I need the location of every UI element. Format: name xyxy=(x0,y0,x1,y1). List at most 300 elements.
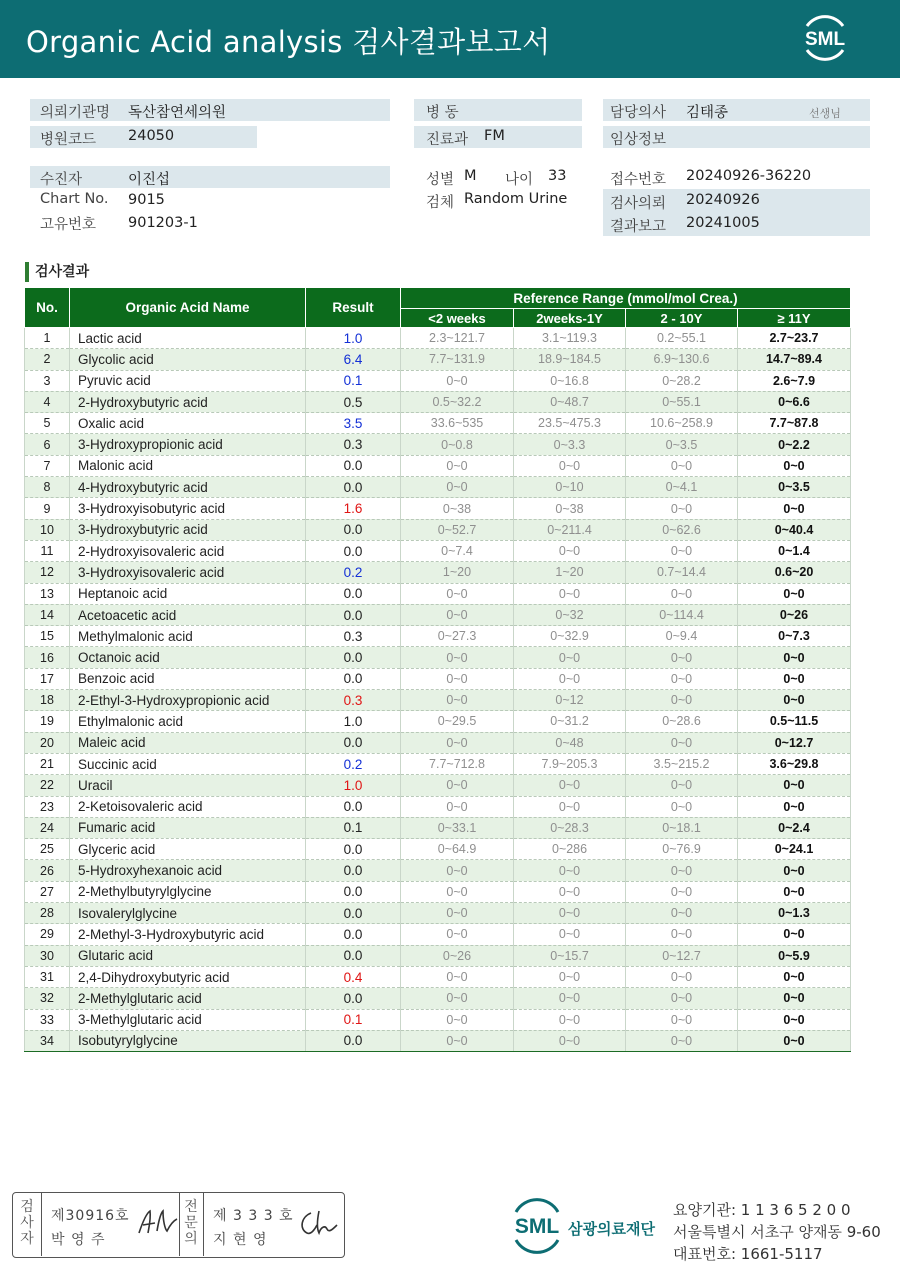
table-row xyxy=(25,924,851,945)
row-ref-2-10y: 0~18.1 xyxy=(626,817,738,838)
results-section-title: 검사결과 xyxy=(25,262,89,282)
row-result: 0.0 xyxy=(306,732,401,753)
row-ref-under-2-weeks: 1~20 xyxy=(401,562,514,583)
row-ref-over-11y: 0~0 xyxy=(738,988,851,1009)
row-ref-under-2-weeks: 0~29.5 xyxy=(401,711,514,732)
row-name: Isovalerylglycine xyxy=(70,903,306,924)
row-ref-over-11y: 0~0 xyxy=(738,498,851,519)
row-ref-2weeks-1y: 0~0 xyxy=(514,924,626,945)
row-no: 20 xyxy=(25,732,70,753)
row-result: 0.0 xyxy=(306,860,401,881)
row-ref-under-2-weeks: 0~0 xyxy=(401,583,514,604)
report-value: 20241005 xyxy=(686,215,760,231)
row-ref-2weeks-1y: 0~16.8 xyxy=(514,370,626,391)
row-ref-over-11y: 0~7.3 xyxy=(738,626,851,647)
table-row xyxy=(25,626,851,647)
row-ref-2-10y: 0~4.1 xyxy=(626,477,738,498)
results-table-body xyxy=(25,328,851,1052)
row-result: 0.0 xyxy=(306,477,401,498)
signature-divider-3 xyxy=(203,1193,204,1256)
table-row xyxy=(25,988,851,1009)
row-no: 21 xyxy=(25,753,70,774)
row-ref-2-10y: 0~0 xyxy=(626,647,738,668)
footer-line-3: 대표번호: 1661-5117 xyxy=(673,1245,823,1263)
table-row xyxy=(25,945,851,966)
row-ref-over-11y: 0~0 xyxy=(738,796,851,817)
row-ref-under-2-weeks: 0~27.3 xyxy=(401,626,514,647)
age-label: 나이 xyxy=(505,172,534,188)
specimen-label: 검체 xyxy=(426,195,455,211)
row-ref-2-10y: 0~55.1 xyxy=(626,391,738,412)
hospital-value: 독산참연세의원 xyxy=(128,105,227,121)
request-value: 20240926 xyxy=(686,192,760,208)
row-ref-over-11y: 0.5~11.5 xyxy=(738,711,851,732)
row-no: 13 xyxy=(25,583,70,604)
row-name: Methylmalonic acid xyxy=(70,626,306,647)
table-row xyxy=(25,328,851,349)
row-result: 0.3 xyxy=(306,434,401,455)
row-no: 3 xyxy=(25,370,70,391)
row-ref-over-11y: 0~24.1 xyxy=(738,839,851,860)
row-ref-over-11y: 0.6~20 xyxy=(738,562,851,583)
row-ref-under-2-weeks: 7.7~712.8 xyxy=(401,753,514,774)
col-header-reference: Reference Range (mmol/mol Crea.) xyxy=(401,288,851,309)
row-ref-over-11y: 0~0 xyxy=(738,647,851,668)
row-result: 0.0 xyxy=(306,924,401,945)
row-ref-over-11y: 0~0 xyxy=(738,455,851,476)
row-ref-under-2-weeks: 2.3~121.7 xyxy=(401,328,514,349)
row-no: 7 xyxy=(25,455,70,476)
row-name: Glutaric acid xyxy=(70,945,306,966)
row-ref-under-2-weeks: 0~0 xyxy=(401,732,514,753)
row-ref-2-10y: 10.6~258.9 xyxy=(626,413,738,434)
row-ref-2-10y: 3.5~215.2 xyxy=(626,753,738,774)
specialist-label: 전 문 의 xyxy=(184,1199,198,1247)
row-ref-2weeks-1y: 0~48.7 xyxy=(514,391,626,412)
row-ref-under-2-weeks: 7.7~131.9 xyxy=(401,349,514,370)
row-name: 2-Ketoisovaleric acid xyxy=(70,796,306,817)
row-ref-2-10y: 0~0 xyxy=(626,498,738,519)
table-row xyxy=(25,391,851,412)
row-ref-under-2-weeks: 0~0 xyxy=(401,1009,514,1030)
table-row xyxy=(25,498,851,519)
row-result: 0.0 xyxy=(306,881,401,902)
row-no: 28 xyxy=(25,903,70,924)
table-row xyxy=(25,839,851,860)
id-value: 901203-1 xyxy=(128,215,198,231)
row-no: 29 xyxy=(25,924,70,945)
row-result: 0.0 xyxy=(306,988,401,1009)
row-ref-under-2-weeks: 0~0 xyxy=(401,924,514,945)
row-result: 0.3 xyxy=(306,626,401,647)
row-ref-under-2-weeks: 0~64.9 xyxy=(401,839,514,860)
code-label: 병원코드 xyxy=(40,132,97,148)
table-row xyxy=(25,647,851,668)
row-name: 2-Hydroxybutyric acid xyxy=(70,391,306,412)
row-name: 2-Ethyl-3-Hydroxypropionic acid xyxy=(70,690,306,711)
sex-value: M xyxy=(464,168,477,184)
row-result: 1.6 xyxy=(306,498,401,519)
row-result: 0.4 xyxy=(306,966,401,987)
signature-divider-2 xyxy=(179,1193,180,1256)
signature-box xyxy=(12,1192,345,1258)
row-ref-over-11y: 2.6~7.9 xyxy=(738,370,851,391)
patient-label: 수진자 xyxy=(40,172,83,188)
row-ref-under-2-weeks: 0~0 xyxy=(401,370,514,391)
row-ref-over-11y: 3.6~29.8 xyxy=(738,753,851,774)
row-ref-2-10y: 0~9.4 xyxy=(626,626,738,647)
row-ref-2weeks-1y: 0~15.7 xyxy=(514,945,626,966)
specialist-signature-icon xyxy=(295,1207,339,1239)
row-ref-2-10y: 0~0 xyxy=(626,1030,738,1051)
row-no: 15 xyxy=(25,626,70,647)
row-name: Glyceric acid xyxy=(70,839,306,860)
table-row xyxy=(25,966,851,987)
row-ref-2weeks-1y: 0~0 xyxy=(514,540,626,561)
row-result: 0.0 xyxy=(306,668,401,689)
row-ref-2weeks-1y: 0~286 xyxy=(514,839,626,860)
row-ref-under-2-weeks: 0~0 xyxy=(401,1030,514,1051)
row-ref-2-10y: 0~0 xyxy=(626,1009,738,1030)
row-ref-2-10y: 0~76.9 xyxy=(626,839,738,860)
inspector-name: 박 영 주 xyxy=(51,1232,106,1248)
row-ref-under-2-weeks: 0~0 xyxy=(401,775,514,796)
col-header-no: No. xyxy=(25,288,70,328)
row-ref-2-10y: 6.9~130.6 xyxy=(626,349,738,370)
doctor-suffix: 선생님 xyxy=(809,107,841,120)
row-result: 0.1 xyxy=(306,370,401,391)
row-ref-2weeks-1y: 0~0 xyxy=(514,775,626,796)
patient-band xyxy=(30,166,390,188)
row-ref-2weeks-1y: 0~0 xyxy=(514,966,626,987)
table-row xyxy=(25,711,851,732)
row-ref-over-11y: 0~5.9 xyxy=(738,945,851,966)
row-ref-under-2-weeks: 0~26 xyxy=(401,945,514,966)
row-ref-2-10y: 0~0 xyxy=(626,881,738,902)
row-no: 24 xyxy=(25,817,70,838)
row-result: 0.0 xyxy=(306,540,401,561)
row-ref-under-2-weeks: 0~0 xyxy=(401,903,514,924)
row-ref-over-11y: 0~12.7 xyxy=(738,732,851,753)
row-no: 22 xyxy=(25,775,70,796)
row-name: Maleic acid xyxy=(70,732,306,753)
table-row xyxy=(25,732,851,753)
row-result: 0.2 xyxy=(306,562,401,583)
col-header-range-1: <2 weeks xyxy=(401,309,514,328)
col-header-range-3: 2 - 10Y xyxy=(626,309,738,328)
row-ref-over-11y: 2.7~23.7 xyxy=(738,328,851,349)
row-ref-under-2-weeks: 33.6~535 xyxy=(401,413,514,434)
row-ref-under-2-weeks: 0~0 xyxy=(401,455,514,476)
row-name: Uracil xyxy=(70,775,306,796)
row-name: 2-Methylbutyrylglycine xyxy=(70,881,306,902)
clinical-label: 임상정보 xyxy=(610,132,667,148)
row-no: 30 xyxy=(25,945,70,966)
row-name: Isobutyrylglycine xyxy=(70,1030,306,1051)
row-no: 9 xyxy=(25,498,70,519)
table-row xyxy=(25,690,851,711)
row-ref-2weeks-1y: 0~3.3 xyxy=(514,434,626,455)
row-name: Benzoic acid xyxy=(70,668,306,689)
row-ref-under-2-weeks: 0~0 xyxy=(401,604,514,625)
table-row xyxy=(25,1030,851,1051)
row-no: 8 xyxy=(25,477,70,498)
row-ref-over-11y: 0~0 xyxy=(738,1009,851,1030)
table-row xyxy=(25,413,851,434)
row-ref-under-2-weeks: 0~0.8 xyxy=(401,434,514,455)
row-ref-over-11y: 0~0 xyxy=(738,924,851,945)
row-ref-under-2-weeks: 0~0 xyxy=(401,477,514,498)
hospital-label: 의뢰기관명 xyxy=(40,105,111,121)
row-name: Oxalic acid xyxy=(70,413,306,434)
row-ref-over-11y: 0~1.3 xyxy=(738,903,851,924)
row-ref-2weeks-1y: 0~0 xyxy=(514,455,626,476)
row-ref-over-11y: 0~0 xyxy=(738,1030,851,1051)
table-row xyxy=(25,604,851,625)
row-name: 2-Methylglutaric acid xyxy=(70,988,306,1009)
row-ref-2-10y: 0~0 xyxy=(626,988,738,1009)
row-name: Malonic acid xyxy=(70,455,306,476)
row-ref-over-11y: 0~0 xyxy=(738,966,851,987)
row-no: 23 xyxy=(25,796,70,817)
row-result: 0.1 xyxy=(306,1009,401,1030)
doctor-value: 김태종 xyxy=(686,105,729,121)
row-ref-under-2-weeks: 0~0 xyxy=(401,860,514,881)
row-result: 0.0 xyxy=(306,604,401,625)
row-ref-over-11y: 0~2.2 xyxy=(738,434,851,455)
row-name: 2-Hydroxyisovaleric acid xyxy=(70,540,306,561)
row-no: 26 xyxy=(25,860,70,881)
signature-divider xyxy=(41,1193,42,1256)
receipt-label: 접수번호 xyxy=(610,172,667,188)
ward-label: 병 동 xyxy=(426,105,459,121)
row-ref-2weeks-1y: 0~48 xyxy=(514,732,626,753)
footer-org-name: 삼광의료재단 xyxy=(568,1220,655,1238)
table-row xyxy=(25,860,851,881)
row-ref-under-2-weeks: 0~0 xyxy=(401,966,514,987)
row-no: 1 xyxy=(25,328,70,349)
row-ref-2weeks-1y: 0~32 xyxy=(514,604,626,625)
row-ref-over-11y: 0~0 xyxy=(738,775,851,796)
row-result: 0.2 xyxy=(306,753,401,774)
row-result: 0.0 xyxy=(306,839,401,860)
row-ref-under-2-weeks: 0~33.1 xyxy=(401,817,514,838)
row-ref-under-2-weeks: 0~0 xyxy=(401,647,514,668)
row-name: Octanoic acid xyxy=(70,647,306,668)
row-result: 0.0 xyxy=(306,903,401,924)
row-ref-2-10y: 0.7~14.4 xyxy=(626,562,738,583)
row-no: 25 xyxy=(25,839,70,860)
row-ref-under-2-weeks: 0~7.4 xyxy=(401,540,514,561)
table-row xyxy=(25,903,851,924)
header-logo-text: SML xyxy=(804,29,846,50)
row-ref-2-10y: 0~0 xyxy=(626,775,738,796)
row-ref-2-10y: 0~0 xyxy=(626,455,738,476)
row-no: 6 xyxy=(25,434,70,455)
code-value: 24050 xyxy=(128,128,175,144)
table-row xyxy=(25,1009,851,1030)
col-header-range-4: ≥ 11Y xyxy=(738,309,851,328)
row-ref-2weeks-1y: 0~0 xyxy=(514,1030,626,1051)
row-name: Pyruvic acid xyxy=(70,370,306,391)
row-result: 0.0 xyxy=(306,519,401,540)
row-ref-2weeks-1y: 0~0 xyxy=(514,1009,626,1030)
row-ref-2weeks-1y: 0~0 xyxy=(514,668,626,689)
row-result: 1.0 xyxy=(306,711,401,732)
row-ref-under-2-weeks: 0~0 xyxy=(401,668,514,689)
row-no: 11 xyxy=(25,540,70,561)
row-ref-over-11y: 0~40.4 xyxy=(738,519,851,540)
footer-logo-text: SML xyxy=(514,1215,560,1238)
row-ref-2weeks-1y: 0~0 xyxy=(514,988,626,1009)
row-ref-2-10y: 0~0 xyxy=(626,796,738,817)
row-ref-2-10y: 0~28.6 xyxy=(626,711,738,732)
row-ref-2weeks-1y: 0~0 xyxy=(514,583,626,604)
row-ref-2weeks-1y: 0~32.9 xyxy=(514,626,626,647)
row-ref-2weeks-1y: 18.9~184.5 xyxy=(514,349,626,370)
row-result: 0.0 xyxy=(306,1030,401,1051)
row-ref-over-11y: 0~1.4 xyxy=(738,540,851,561)
specialist-name: 지 현 영 xyxy=(213,1232,268,1248)
row-name: Fumaric acid xyxy=(70,817,306,838)
row-ref-2weeks-1y: 23.5~475.3 xyxy=(514,413,626,434)
row-name: 3-Hydroxybutyric acid xyxy=(70,519,306,540)
row-name: 3-Hydroxypropionic acid xyxy=(70,434,306,455)
table-row xyxy=(25,881,851,902)
row-ref-2-10y: 0~0 xyxy=(626,732,738,753)
specimen-value: Random Urine xyxy=(464,191,568,207)
footer-line-1: 요양기관: 1 1 3 6 5 2 0 0 xyxy=(673,1201,851,1219)
row-ref-2-10y: 0~0 xyxy=(626,690,738,711)
table-row xyxy=(25,349,851,370)
row-name: 3-Methylglutaric acid xyxy=(70,1009,306,1030)
row-no: 5 xyxy=(25,413,70,434)
table-row xyxy=(25,817,851,838)
receipt-value: 20240926-36220 xyxy=(686,168,812,184)
report-label: 결과보고 xyxy=(610,219,667,235)
row-result: 3.5 xyxy=(306,413,401,434)
row-ref-2-10y: 0~0 xyxy=(626,903,738,924)
row-no: 14 xyxy=(25,604,70,625)
row-ref-over-11y: 0~0 xyxy=(738,668,851,689)
sml-logo-icon xyxy=(797,12,853,64)
row-ref-2weeks-1y: 0~0 xyxy=(514,796,626,817)
row-no: 31 xyxy=(25,966,70,987)
row-ref-under-2-weeks: 0.5~32.2 xyxy=(401,391,514,412)
row-ref-2-10y: 0~0 xyxy=(626,860,738,881)
row-ref-2-10y: 0~0 xyxy=(626,540,738,561)
row-ref-2-10y: 0~28.2 xyxy=(626,370,738,391)
report-title: Organic Acid analysis 검사결과보고서 xyxy=(26,25,551,59)
row-result: 0.1 xyxy=(306,817,401,838)
row-ref-over-11y: 0~0 xyxy=(738,860,851,881)
footer-sml-logo-icon xyxy=(508,1198,566,1254)
row-no: 17 xyxy=(25,668,70,689)
row-no: 34 xyxy=(25,1030,70,1051)
row-result: 6.4 xyxy=(306,349,401,370)
row-ref-2weeks-1y: 3.1~119.3 xyxy=(514,328,626,349)
age-value: 33 xyxy=(548,168,567,184)
chart-value: 9015 xyxy=(128,192,165,208)
row-result: 0.5 xyxy=(306,391,401,412)
row-name: 4-Hydroxybutyric acid xyxy=(70,477,306,498)
row-name: Ethylmalonic acid xyxy=(70,711,306,732)
inspector-signature-icon xyxy=(135,1207,179,1239)
row-ref-2-10y: 0~0 xyxy=(626,924,738,945)
row-no: 12 xyxy=(25,562,70,583)
row-ref-2weeks-1y: 0~31.2 xyxy=(514,711,626,732)
row-ref-over-11y: 0~0 xyxy=(738,690,851,711)
row-name: 2,4-Dihydroxybutyric acid xyxy=(70,966,306,987)
row-ref-over-11y: 14.7~89.4 xyxy=(738,349,851,370)
row-ref-2weeks-1y: 7.9~205.3 xyxy=(514,753,626,774)
row-ref-over-11y: 0~6.6 xyxy=(738,391,851,412)
table-row xyxy=(25,796,851,817)
row-result: 1.0 xyxy=(306,775,401,796)
row-name: Lactic acid xyxy=(70,328,306,349)
row-ref-over-11y: 0~0 xyxy=(738,583,851,604)
row-ref-2weeks-1y: 0~0 xyxy=(514,860,626,881)
row-ref-over-11y: 0~2.4 xyxy=(738,817,851,838)
request-label: 검사의뢰 xyxy=(610,196,667,212)
row-no: 27 xyxy=(25,881,70,902)
row-name: Glycolic acid xyxy=(70,349,306,370)
row-ref-2-10y: 0~114.4 xyxy=(626,604,738,625)
table-row xyxy=(25,668,851,689)
table-row xyxy=(25,434,851,455)
row-no: 33 xyxy=(25,1009,70,1030)
col-header-result: Result xyxy=(306,288,401,328)
row-no: 2 xyxy=(25,349,70,370)
row-no: 32 xyxy=(25,988,70,1009)
row-no: 18 xyxy=(25,690,70,711)
specialist-license: 제 3 3 3 호 xyxy=(213,1208,294,1224)
row-ref-over-11y: 0~3.5 xyxy=(738,477,851,498)
row-ref-2-10y: 0~0 xyxy=(626,583,738,604)
row-ref-2weeks-1y: 0~12 xyxy=(514,690,626,711)
row-name: Heptanoic acid xyxy=(70,583,306,604)
row-name: 5-Hydroxyhexanoic acid xyxy=(70,860,306,881)
table-row xyxy=(25,562,851,583)
row-result: 0.0 xyxy=(306,796,401,817)
row-ref-under-2-weeks: 0~52.7 xyxy=(401,519,514,540)
table-row xyxy=(25,370,851,391)
row-ref-2weeks-1y: 0~28.3 xyxy=(514,817,626,838)
patient-value: 이진섭 xyxy=(128,172,171,188)
row-name: Succinic acid xyxy=(70,753,306,774)
row-ref-under-2-weeks: 0~0 xyxy=(401,690,514,711)
row-no: 4 xyxy=(25,391,70,412)
row-result: 1.0 xyxy=(306,328,401,349)
inspector-license: 제30916호 xyxy=(51,1208,130,1224)
row-ref-2weeks-1y: 0~211.4 xyxy=(514,519,626,540)
row-name: Acetoacetic acid xyxy=(70,604,306,625)
row-name: 2-Methyl-3-Hydroxybutyric acid xyxy=(70,924,306,945)
row-result: 0.3 xyxy=(306,690,401,711)
row-ref-under-2-weeks: 0~0 xyxy=(401,796,514,817)
row-result: 0.0 xyxy=(306,583,401,604)
row-ref-2-10y: 0.2~55.1 xyxy=(626,328,738,349)
table-row xyxy=(25,540,851,561)
row-result: 0.0 xyxy=(306,455,401,476)
id-label: 고유번호 xyxy=(40,217,97,233)
row-name: 3-Hydroxyisovaleric acid xyxy=(70,562,306,583)
row-ref-under-2-weeks: 0~0 xyxy=(401,988,514,1009)
doctor-label: 담당의사 xyxy=(610,105,667,121)
row-ref-2weeks-1y: 0~10 xyxy=(514,477,626,498)
dept-value: FM xyxy=(484,128,505,144)
row-ref-2weeks-1y: 0~38 xyxy=(514,498,626,519)
